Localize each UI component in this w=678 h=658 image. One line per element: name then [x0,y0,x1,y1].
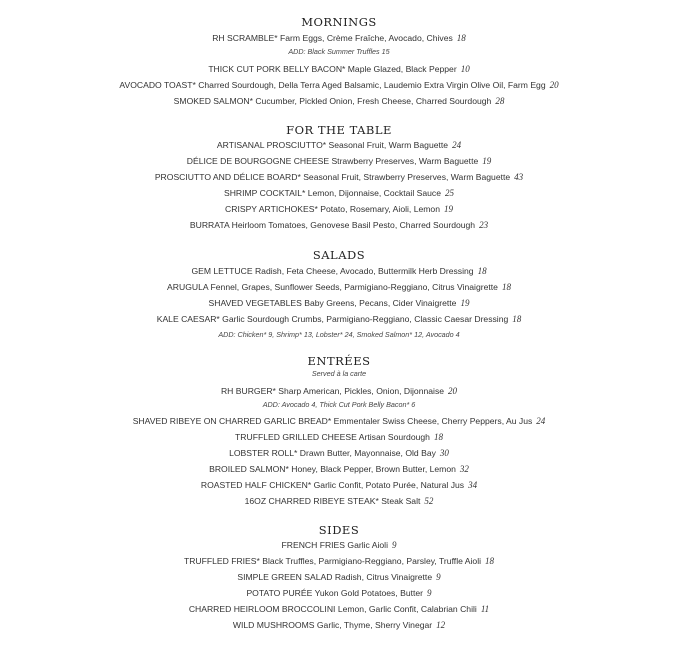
item-desc: Garlic Sourdough Crumbs, Parmigiano-Reggiano, Classic Caesar Dressing [222,314,509,324]
item-name: BURRATA [189,220,230,230]
item-desc: Potato, Rosemary, Aioli, Lemon [320,204,440,214]
menu-item [0,96,678,107]
item-price: 19 [443,204,453,214]
item-desc: Garlic Aioli [347,540,388,550]
item-price: 52 [424,496,434,506]
item-desc: Garlic, Thyme, Sherry Vinegar [316,620,433,630]
item-price: 34 [468,480,478,490]
item-desc: Yukon Gold Potatoes, Butter [314,588,424,598]
section-title-entrees: ENTRÉES [307,354,371,368]
menu-item [0,314,678,325]
item-price: 12 [436,620,446,630]
item-name: ARUGULA [167,282,209,292]
add-on-note: ADD: Black Summer Truffles 15 [288,47,390,56]
item-name: THICK CUT PORK BELLY BACON* [208,64,346,74]
item-price: 28 [495,96,505,106]
item-desc: Sharp American, Pickles, Onion, Dijonnaise [278,386,445,396]
item-desc: Honey, Black Pepper, Brown Butter, Lemon [291,464,456,474]
item-desc: Black Truffles, Parmigiano-Reggiano, Parsley, Truffle Aioli [262,556,482,566]
item-desc: Artisan Sourdough [358,432,430,442]
item-name: 16OZ CHARRED RIBEYE STEAK* [244,496,379,506]
item-desc: Drawn Butter, Mayonnaise, Old Bay [299,448,436,458]
item-price: 18 [512,314,522,324]
item-name: SHAVED RIBEYE ON CHARRED GARLIC BREAD* [132,416,332,426]
section-title-for-the-table: FOR THE TABLE [286,123,392,137]
item-price: 19 [460,298,470,308]
item-name: SHAVED VEGETABLES [208,298,302,308]
item-price: 18 [501,282,511,292]
item-price: 24 [536,416,546,426]
menu-item [0,156,678,167]
menu-item [0,572,678,583]
item-price: 43 [514,172,524,182]
item-desc: Steak Salt [381,496,421,506]
menu-item [0,80,678,91]
item-name: SIMPLE GREEN SALAD [237,572,333,582]
item-name: TRUFFLED GRILLED CHEESE [235,432,357,442]
item-desc: Strawberry Preserves, Warm Baguette [331,156,479,166]
item-desc: Emmentaler Swiss Cheese, Cherry Peppers, Au Jus [333,416,533,426]
item-name: RH SCRAMBLE* [212,33,278,43]
item-name: RH BURGER* [220,386,276,396]
item-price: 19 [482,156,492,166]
menu-item [0,480,678,491]
item-name: PROSCIUTTO AND DÉLICE BOARD* [154,172,301,182]
item-desc: Maple Glazed, Black Pepper [347,64,457,74]
section-title-sides: SIDES [318,523,360,537]
item-name: SHRIMP COCKTAIL* [223,188,306,198]
item-name: KALE CAESAR* [156,314,220,324]
menu-item [0,386,678,397]
item-price: 18 [485,556,495,566]
item-price: 9 [392,540,397,550]
item-desc: Heirloom Tomatoes, Genovese Basil Pesto, Charred Sourdough [231,220,476,230]
menu-item [0,588,678,599]
item-desc: Seasonal Fruit, Strawberry Preserves, Warm Baguette [303,172,511,182]
menu-item [0,620,678,631]
item-price: 9 [427,588,432,598]
item-desc: Seasonal Fruit, Warm Baguette [328,140,449,150]
item-name: TRUFFLED FRIES* [183,556,260,566]
menu-item [0,604,678,615]
item-name: AVOCADO TOAST* [119,80,196,90]
item-name: FRENCH FRIES [281,540,346,550]
menu-item [0,416,678,427]
add-on-note: ADD: Chicken* 9, Shrimp* 13, Lobster* 24, Smoked Salmon* 12, Avocado 4 [218,330,460,339]
item-desc: Radish, Feta Cheese, Avocado, Buttermilk Herb Dressing [254,266,474,276]
item-desc: Farm Eggs, Crème Fraîche, Avocado, Chives [280,33,453,43]
item-name: POTATO PURÉE [246,588,313,598]
menu-item [0,64,678,75]
item-price: 20 [448,386,458,396]
item-name: ARTISANAL PROSCIUTTO* [216,140,327,150]
menu-item [0,448,678,459]
item-price: 24 [452,140,462,150]
add-on-note: ADD: Avocado 4, Thick Cut Pork Belly Bacon* 6 [262,400,416,409]
item-name: LOBSTER ROLL* [229,448,298,458]
item-desc: Lemon, Garlic Confit, Calabrian Chili [337,604,477,614]
item-name: WILD MUSHROOMS [232,620,315,630]
item-desc: Cucumber, Pickled Onion, Fresh Cheese, Charred Sourdough [255,96,492,106]
menu-item [0,540,678,551]
menu-item [0,298,678,309]
menu-item [0,172,678,183]
menu-item [0,282,678,293]
item-price: 10 [460,64,470,74]
item-price: 30 [439,448,449,458]
item-name: ROASTED HALF CHICKEN* [200,480,312,490]
menu-item [0,556,678,567]
item-name: CHARRED HEIRLOOM BROCCOLINI [188,604,336,614]
menu-item [0,188,678,199]
item-desc: Fennel, Grapes, Sunflower Seeds, Parmigiano-Reggiano, Citrus Vinaigrette [210,282,498,292]
menu-item [0,220,678,231]
item-name: GEM LETTUCE [191,266,253,276]
menu-item [0,140,678,151]
item-desc: Baby Greens, Pecans, Cider Vinaigrette [304,298,457,308]
item-name: SMOKED SALMON* [173,96,253,106]
item-price: 32 [459,464,469,474]
item-price: 23 [479,220,489,230]
item-name: DÉLICE DE BOURGOGNE CHEESE [186,156,330,166]
menu-item [0,496,678,507]
item-desc: Lemon, Dijonnaise, Cocktail Sauce [307,188,441,198]
menu-item [0,204,678,215]
item-name: BROILED SALMON* [209,464,289,474]
menu-item [0,432,678,443]
item-name: CRISPY ARTICHOKES* [225,204,318,214]
item-desc: Radish, Citrus Vinaigrette [334,572,433,582]
menu-item [0,266,678,277]
item-price: 18 [456,33,466,43]
section-title-mornings: MORNINGS [301,15,377,29]
item-price: 18 [433,432,443,442]
section-title-salads: SALADS [312,248,366,262]
menu-item [0,33,678,44]
item-price: 20 [549,80,559,90]
item-price: 18 [477,266,487,276]
item-desc: Garlic Confit, Potato Purée, Natural Jus [313,480,465,490]
menu-item [0,464,678,475]
section-subtitle: Served à la carte [311,369,367,378]
item-price: 9 [436,572,441,582]
item-price: 11 [480,604,490,614]
item-desc: Charred Sourdough, Della Terra Aged Balsamic, Laudemio Extra Virgin Olive Oil, Farm Egg [198,80,546,90]
item-price: 25 [445,188,454,198]
